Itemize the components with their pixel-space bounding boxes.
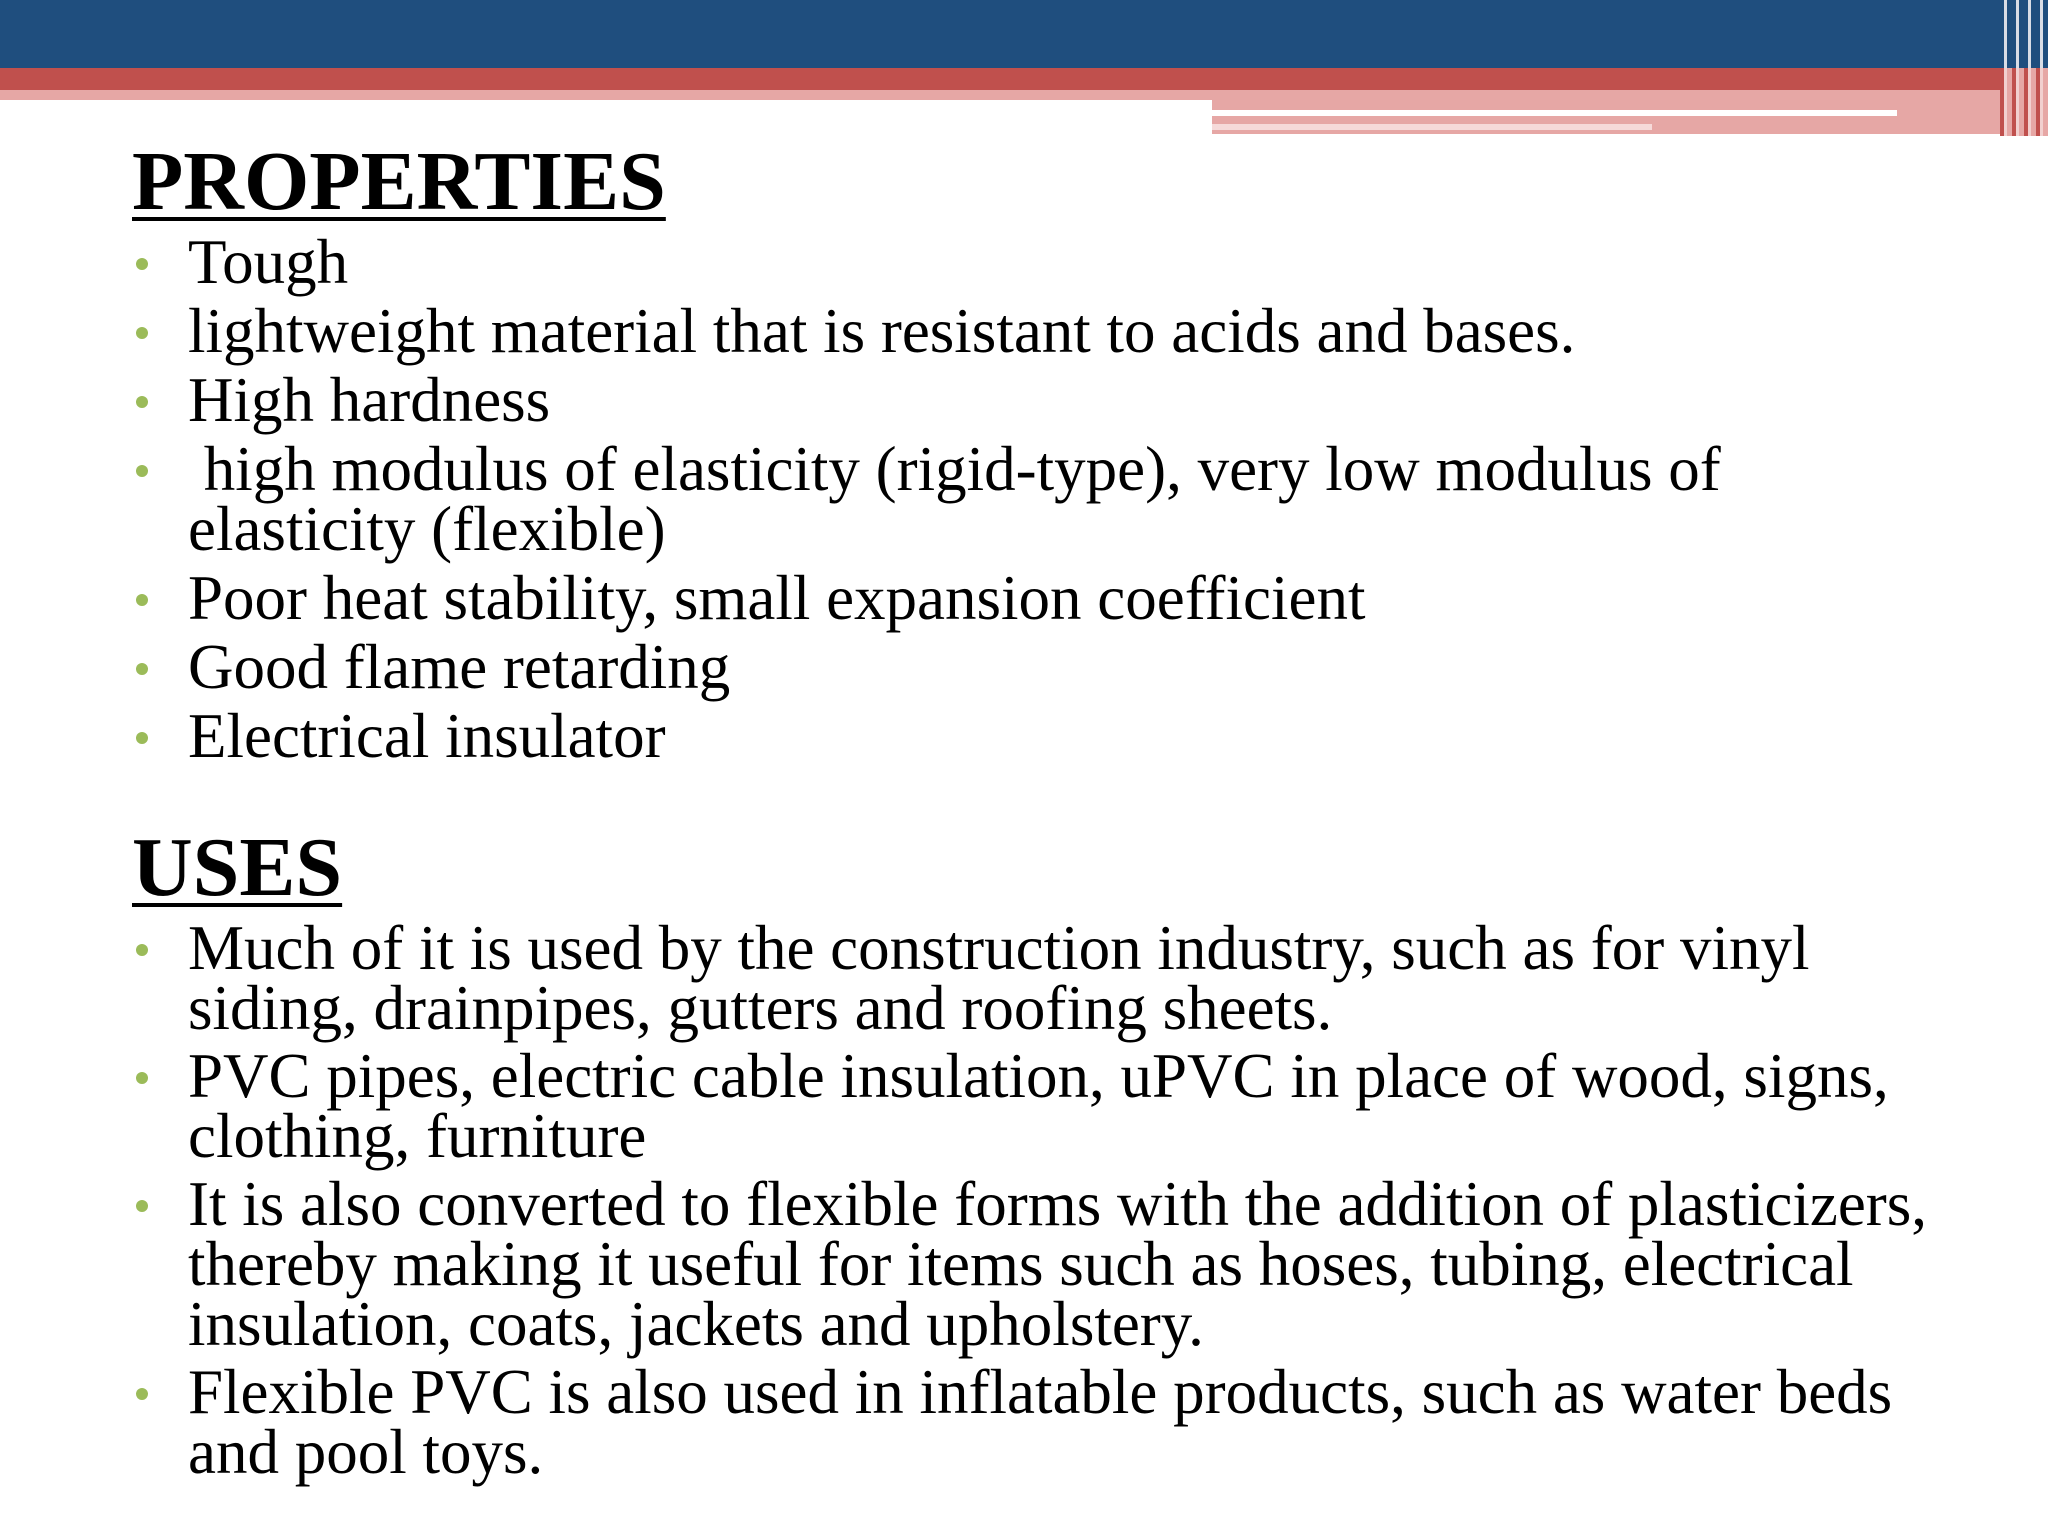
uses-list [132, 913, 1932, 1487]
list-item: High hardness [132, 370, 1932, 430]
list-item: Flexible PVC is also used in inflatable products, such as water beds and pool toys. [132, 1362, 1932, 1482]
header-vertical-stripes-lower [2000, 68, 2048, 136]
list-item: lightweight material that is resistant to acids and bases. [132, 301, 1932, 361]
list-item: Poor heat stability, small expansion coefficient [132, 568, 1932, 628]
list-item: It is also converted to flexible forms with the addition of plasticizers, thereby making it useful for items such as hoses, tubing, electrical insulation, coats, jackets and upholstery. [132, 1174, 1932, 1354]
header-accent-line [1212, 110, 1897, 116]
properties-list [132, 227, 1932, 771]
slide-content [132, 128, 1932, 1490]
header-band-pink [0, 90, 1212, 100]
list-item: Much of it is used by the construction industry, such as for vinyl siding, drainpipes, gutters and roofing sheets. [132, 918, 1932, 1038]
list-item: Electrical insulator [132, 706, 1932, 766]
header-band-red [0, 68, 2000, 90]
properties-heading: PROPERTIES [132, 135, 666, 228]
list-item: Good flame retarding [132, 637, 1932, 697]
list-item: PVC pipes, electric cable insulation, uPVC in place of wood, signs, clothing, furniture [132, 1046, 1932, 1166]
uses-heading: USES [132, 821, 343, 914]
list-item: high modulus of elasticity (rigid-type), very low modulus of elasticity (flexible) [132, 439, 1932, 559]
list-item: Tough [132, 232, 1932, 292]
header-band-blue [0, 0, 2048, 68]
